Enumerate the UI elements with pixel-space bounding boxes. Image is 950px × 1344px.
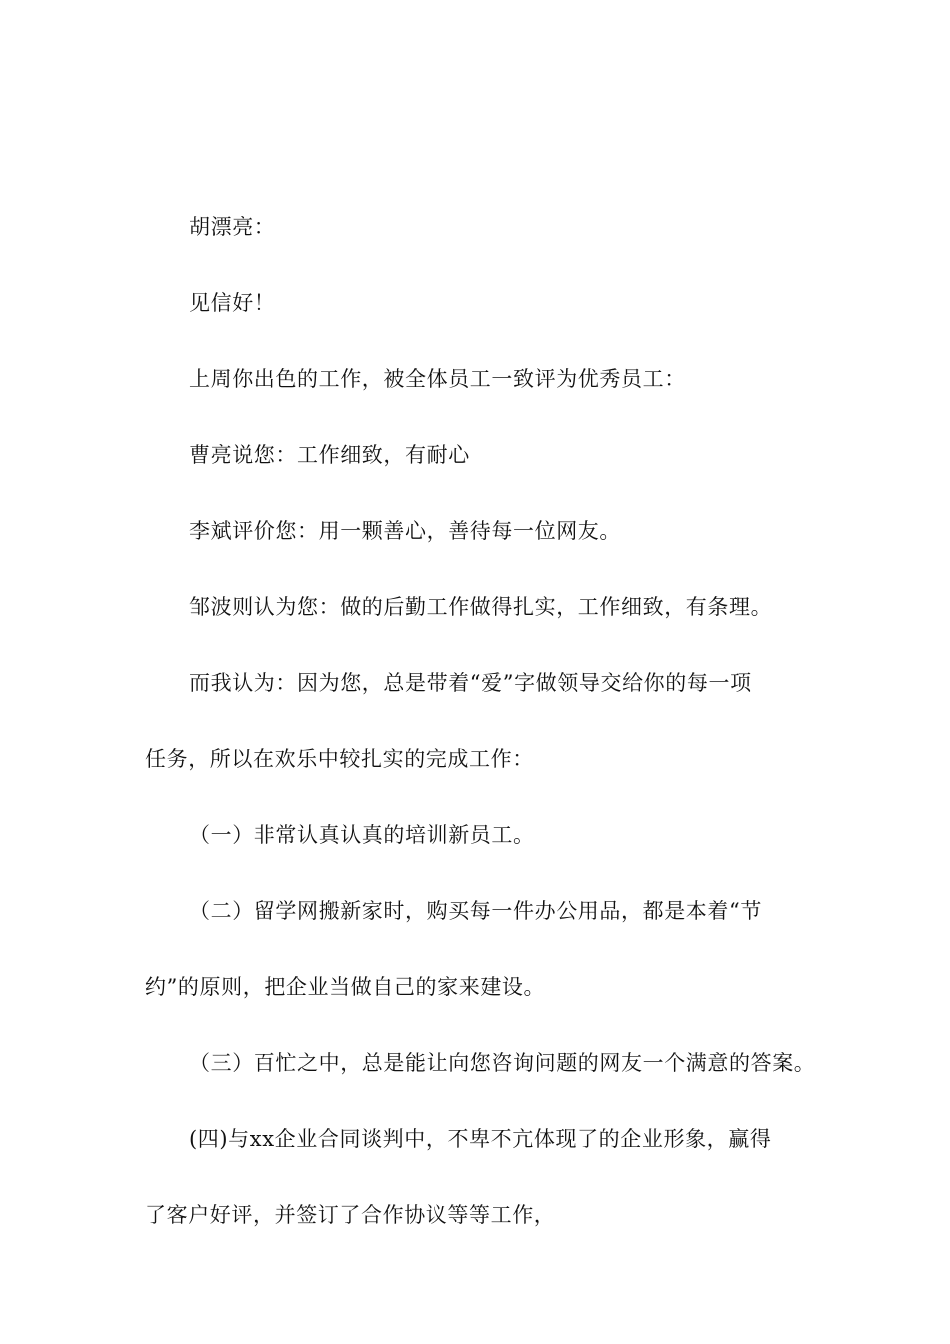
list-item: (四)与xx企业合同谈判中，不卑不亢体现了的企业形象，赢得 — [189, 1127, 772, 1151]
list-item: （一）非常认真认真的培训新员工。 — [189, 823, 535, 847]
list-item-continuation: 了客户好评，并签订了合作协议等等工作， — [145, 1203, 556, 1227]
paragraph-line: 上周你出色的工作，被全体员工一致评为优秀员工： — [189, 367, 686, 391]
paragraph-line: 曹亮说您：工作细致，有耐心 — [189, 443, 470, 467]
greeting: 见信好！ — [189, 291, 276, 315]
paragraph-line: 而我认为：因为您，总是带着“爱”字做领导交给你的每一项 — [189, 671, 752, 695]
list-item-continuation: 约”的原则，把企业当做自己的家来建设。 — [145, 975, 546, 999]
paragraph-line: 邹波则认为您：做的后勤工作做得扎实，工作细致，有条理。 — [189, 595, 773, 619]
paragraph-line: 任务，所以在欢乐中较扎实的完成工作： — [145, 747, 534, 771]
salutation: 胡漂亮： — [189, 215, 276, 239]
paragraph-line: 李斌评价您：用一颗善心，善待每一位网友。 — [189, 519, 621, 543]
list-item: （二）留学网搬新家时，购买每一件办公用品，都是本着“节 — [189, 899, 762, 923]
list-item: （三）百忙之中，总是能让向您咨询问题的网友一个满意的答案。 — [189, 1051, 816, 1075]
